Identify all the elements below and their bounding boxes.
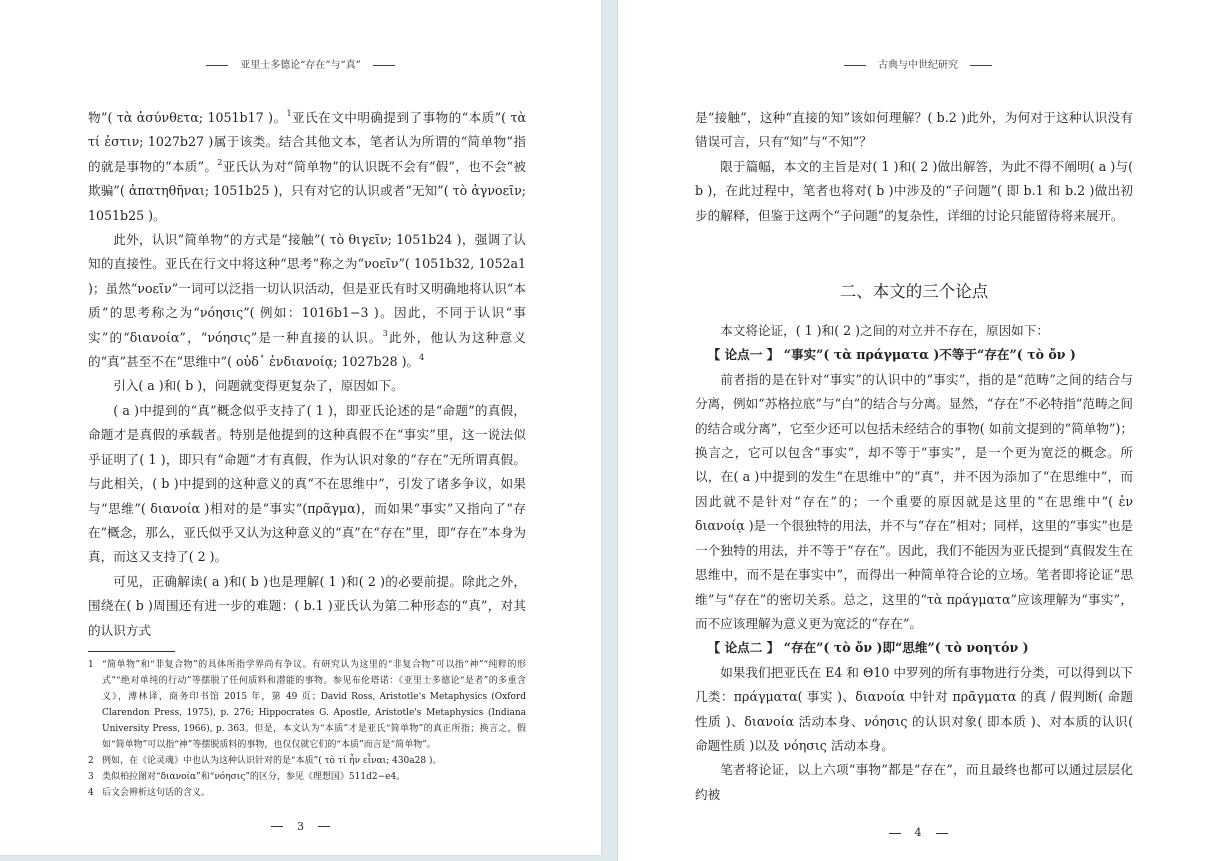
running-head-text: 古典与中世纪研究 [878, 60, 958, 71]
paragraph: 限于篇幅，本文的主旨是对( 1 )和( 2 )做出解答，为此不得不阐明( a )与( b )，在此过程中，笔者也将对( b )中涉及的“子问题”( 即 b.1 和 b.2 )做出初步的解释，但鉴于这两个“子问题”的复杂性，详细的讨论只能留待将来展开。 [695, 158, 1133, 223]
footnote-number: 3 [88, 771, 94, 782]
footnote-ref[interactable]: 1 [286, 109, 292, 118]
paragraph [88, 106, 526, 228]
page-body [695, 106, 1133, 807]
footnote-text: 例如，在《论灵魂》中也认为这种认识针对的是“本质”( τὸ τί ἦν εἶναι; 430a28 )。 [102, 755, 442, 766]
running-head-text: 亚里士多德论“存在”与“真” [240, 60, 361, 71]
footnote-text: “简单物”和“非复合物”的具体所指学界尚有争议。有研究认为这里的“非复合物”可以指“神”“纯粹的形式”“绝对单纯的行动”等摆脱了任何质料和潜能的事物。参见布伦塔诺：《亚里士多德论“是者”的多重含义》，溥林译，商务印书馆 2015 年，第 49 页；David Ross, Aristotle's Metaphysics (Oxford Clarendon Press, 1975), p. 276; Hippocrates G. Apostle, Aristotle's Metaphysics (Indiana University Press, 1966), p. 363。但是，本文认为“本质”才是亚氏“简单物”的真正所指；换言之，假如“简单物”可以指“神”等摆脱质料的事物，也仅仅就它们的“本质”而言是“简单物”。 [102, 659, 526, 750]
footnote-rule [88, 651, 175, 652]
footnote [88, 785, 526, 801]
paragraph: 本文将论证，( 1 )和( 2 )之间的对立并不存在，原因如下： [720, 323, 1049, 339]
footnote-text: 后文会辨析这句话的含义。 [102, 787, 211, 798]
paragraph: 引入( a )和( b )，问题就变得更复杂了，原因如下。 [113, 378, 404, 394]
page-number [0, 819, 601, 835]
text: 物”( τὰ ἀσύνθετα; 1051b17 )。 [88, 110, 287, 125]
footnote-ref[interactable]: 2 [217, 157, 223, 167]
page-number [618, 825, 1218, 841]
paragraph: 如果我们把亚氏在 E4 和 Θ10 中罗列的所有事物进行分类，可以得到以下几类：πράγματα( 事实 )、διανοία 中针对 πρᾶγματα 的真 / 假判断( 命题性质 )、διανοία 活动本身、νόησις 的认识对象( 即本质 )、对本质的认识( 命题性质 )以及 νόησις 活动本身。 [695, 664, 1133, 753]
paragraph: ( a )中提到的“真”概念似乎支持了( 1 )，即亚氏论述的是“命题”的真假，命题才是真假的承载者。特别是他提到的这种真假不在“事实”里，这一说法似乎证明了( 1 )，即只有“命题”才有真假，作为认识对象的“存在”无所谓真假。与此相关，( b )中提到的这种意义的真“不在思维中”，引发了诸多争议，如果与“思维”( διανοία )相对的是“事实”(πρᾶγμα)，而如果“事实”又指向了“存在”概念，那么，亚氏似乎又认为这种意义的“真”在“存在”里，即“存在”本身为真，而这又支持了( 2 )。 [88, 402, 526, 565]
footnote-number: 4 [88, 787, 94, 798]
running-head [0, 59, 601, 73]
text: 此外，认识“简单物”的方式是“接触”( τὸ θιγεῖν; 1051b24 )，强调了认知的直接性。亚氏在行文中将这种“思考”称之为“νοεῖν”( 1051b32, 1052a1 )；虽然“νοεῖν”一词可以泛指一切认识活动，但是亚氏有时又明确地将认识“本质”的思考称之为“νόησις”( 例如：1016b1−3 )。因此，不同于认识“事实”的“διανοία”，“νόησις”是一种直接的认识。 [88, 232, 526, 345]
footnote-number: 1 [88, 659, 94, 670]
footnote [88, 769, 526, 785]
argument-heading: 【 论点二 】 “存在”( τὸ ὄν )即“思维”( τὸ νοητόν ) [707, 640, 1029, 656]
footnote-ref[interactable]: 4 [419, 353, 425, 363]
running-head [618, 59, 1218, 73]
paragraph: 笔者将论证，以上六项“事物”都是“存在”，而且最终也都可以通过层层化约被 [695, 762, 1133, 802]
footnote-ref[interactable]: 3 [382, 328, 388, 338]
section-heading: 二、本文的三个论点 [839, 282, 989, 302]
paragraph: 是“接触”，这种“直接的知”该如何理解？( b.2 )此外，为何对于这种认识没有错误可言，只有“知”与“不知”？ [695, 110, 1133, 150]
text: 亚氏在文中明确提到了事物的“本质”( τὰ τί ἐστιν; 1027b27 )属于该类。结合其他文本，笔者认为所谓的“简单物”指的就是事物的“本质”。 [88, 110, 527, 174]
argument-heading: 【 论点一 】 “事实”( τὰ πράγματα )不等于“存在”( τὸ ὄν ) [707, 347, 1076, 363]
text: 亚氏认为对“简单物”的认识既不会有“假”，也不会“被欺骗”( ἀπατηθῆναι; 1051b25 )，只有对它的认识或者“无知”( τὸ ἀγνοεῖν; 1051b25 )。 [88, 158, 526, 223]
paragraph [88, 228, 526, 374]
footnote-number: 2 [88, 755, 94, 766]
footnotes [88, 657, 526, 801]
page-body [88, 106, 526, 643]
footnote [88, 657, 526, 753]
paragraph: 可见，正确解读( a )和( b )也是理解( 1 )和( 2 )的必要前提。除此之外，围绕在( b )周围还有进一步的难题：( b.1 )亚氏认为第二种形态的“真”，对其的认识方式 [88, 573, 526, 638]
text: 此外，他认为这种意义的“真”甚至不在“思维中”( οὐδ᾽ ἐνδιανοίᾳ; 1027b28 )。 [88, 329, 526, 370]
footnote [88, 753, 526, 769]
footnote-text: 类似柏拉图对“διανοία”和“νόησις”的区分，参见《理想国》511d2−e4。 [102, 771, 406, 782]
page-number-text: 3 [297, 819, 304, 833]
paragraph: 前者指的是在针对“事实”的认识中的“事实”，指的是“范畴”之间的结合与分离，例如“苏格拉底”与“白”的结合与分离。显然，“存在”不必特指“范畴之间的结合或分离”，它至少还可以包括未经结合的事物( 如前文提到的“简单物”)；换言之，它可以包含“事实”，却不等于“事实”，是一个更为宽泛的概念。所以，在( a )中提到的发生“在思维中”的“真”，并不因为添加了“在思维中”，而因此就不是针对“存在”的；一个重要的原因就是这里的“在思维中”( ἐν διανοίᾳ )是一个很独特的用法，并不与“存在”相对；同样，这里的“事实”也是一个独特的用法，并不等于“存在”。因此，我们不能因为亚氏提到“真假发生在思维中，而不是在事实中”，而得出一种简单符合论的立场。笔者即将论证“思维”与“存在”的密切关系。总之，这里的“τὰ πράγματα”应该理解为“事实”，而不应该理解为意义更为宽泛的“存在”。 [695, 371, 1133, 631]
page-number-text: 4 [914, 826, 922, 840]
page-3 [0, 0, 601, 855]
page-4 [618, 0, 1218, 861]
